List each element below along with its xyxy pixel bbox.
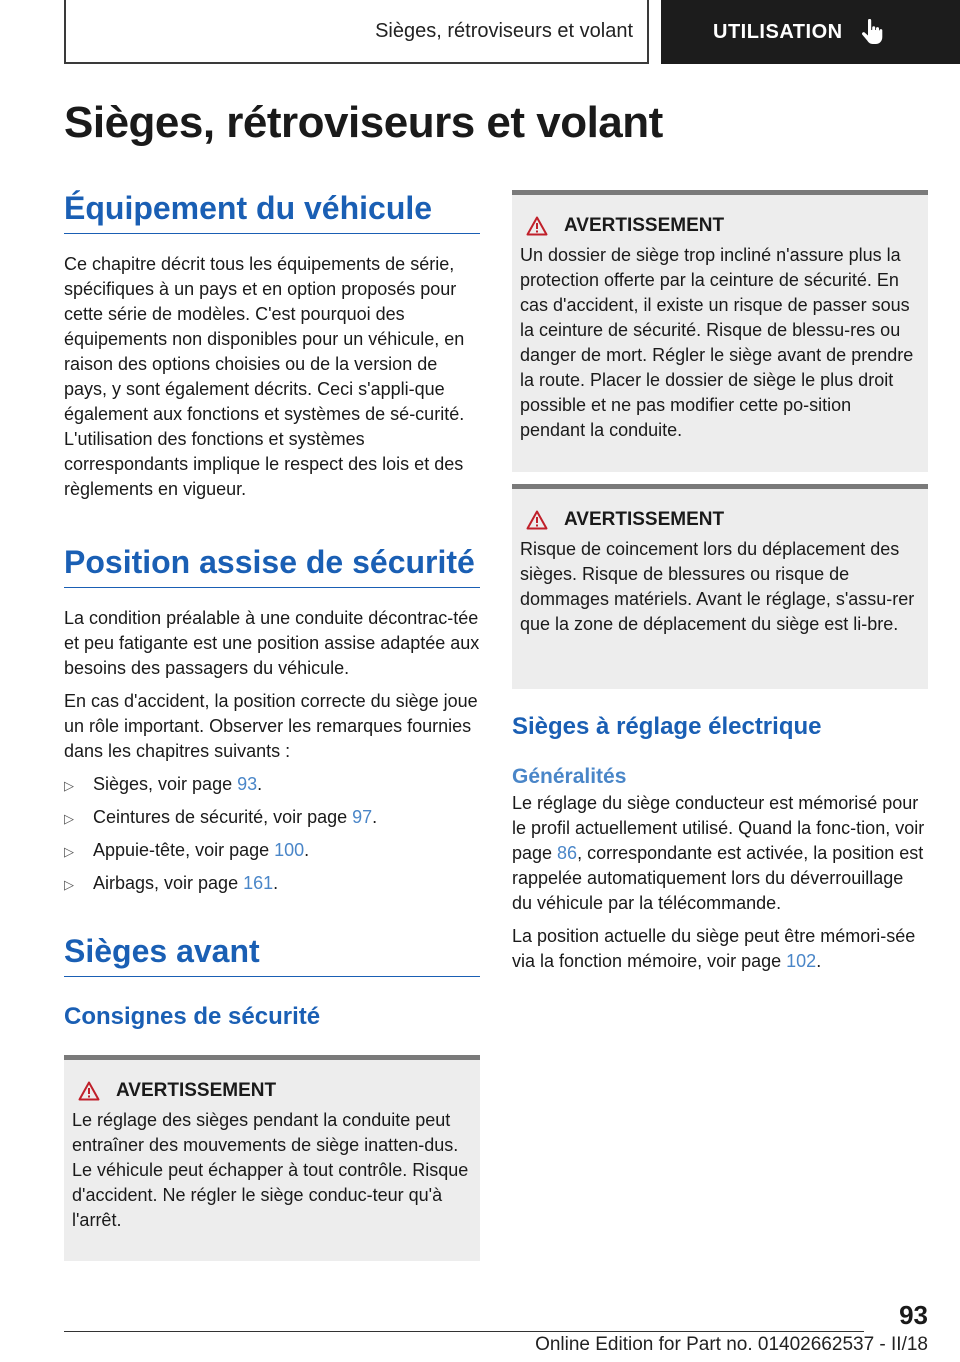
page-link[interactable]: 102: [786, 951, 817, 971]
list-item-text: Sièges, voir page: [93, 774, 238, 794]
list-item: [64, 772, 480, 798]
safe-position-paragraph-1: La condition préalable à une conduite décontrac-tée et peu fatigante est une position assise adaptée aux besoins des passagers du véhicule.: [64, 608, 480, 678]
page-title: Sièges, rétroviseurs et volant: [64, 98, 663, 147]
warning-box: [64, 1055, 480, 1261]
header-section-tab[interactable]: [661, 0, 960, 64]
warning-text: Risque de coincement lors du déplacement des sièges. Risque de blessures ou risque de dommages matériels. Avant le réglage, s'assu-rer que la zone de déplacement du siège est li-bre.: [520, 539, 915, 634]
general-text-part: , correspondante est activée, la position est rappelée automatiquement lors du déverrouillage du véhicule par la télécommande.: [512, 843, 924, 913]
page-link[interactable]: 161: [243, 873, 274, 893]
front-seats-heading: Sièges avant: [64, 933, 480, 977]
warning-title: [520, 215, 920, 237]
footer-edition: Online Edition for Part no. 01402662537 - II/18: [535, 1334, 928, 1355]
warning-title-text: AVERTISSEMENT: [564, 215, 725, 236]
electric-seats-heading: Sièges à réglage électrique: [512, 713, 822, 740]
list-item-end: .: [304, 840, 310, 860]
general-paragraph-1: [512, 791, 928, 916]
warning-triangle-icon: [526, 216, 548, 236]
equipment-paragraph: Ce chapitre décrit tous les équipements de série, spécifiques à un pays et en option proposés pour cette série de modèles. C'est pourquoi des équipements non disponibles pour un véhicule, en raison des options choisies ou de la version de pays, y sont également décrits. Ceci s'appli-que également aux fonctions et systèmes de sé-curité. L'utilisation des fonctions et systèmes correspondants implique le respect des lois et des règlements en vigueur.: [64, 254, 465, 499]
footer-divider: [64, 1331, 864, 1332]
page-link[interactable]: 100: [274, 840, 305, 860]
list-item: [64, 838, 480, 864]
safe-position-heading: Position assise de sécurité: [64, 544, 480, 588]
page-link[interactable]: 86: [557, 843, 578, 863]
warning-title: [520, 509, 920, 531]
pointing-hand-icon: [861, 19, 883, 45]
general-text-part: La position actuelle du siège peut être mémori-sée via la fonction mémoire, voir page: [512, 926, 916, 971]
triangle-bullet-icon: ▷: [64, 877, 74, 892]
triangle-bullet-icon: ▷: [64, 811, 74, 826]
general-paragraph-2: [512, 924, 928, 974]
list-item-text: Airbags, voir page: [93, 873, 244, 893]
header-section-label: UTILISATION: [713, 20, 843, 43]
list-item-end: .: [273, 873, 279, 893]
list-item-end: .: [372, 807, 378, 827]
general-text-part: Le réglage du siège conducteur est mémorisé pour le profil actuellement utilisé. Quand la fonc-tion, voir page: [512, 793, 925, 863]
list-item: [64, 871, 480, 897]
warning-title: [72, 1080, 472, 1102]
right-column: [512, 190, 928, 974]
chapter-reference-list: [64, 772, 480, 897]
header-chapter-tab: [64, 0, 649, 64]
equipment-heading: Équipement du véhicule: [64, 190, 480, 234]
warning-text: Un dossier de siège trop incliné n'assure plus la protection offerte par la ceinture de sécurité. En cas d'accident, il existe un risque de passer sous la ceinture de sécurité. Risque de blessu-res ou danger de mort. Régler le siège avant de prendre la route. Placer le dossier de siège le plus droit possible et ne pas modifier cette po-sition pendant la conduite.: [520, 245, 914, 440]
triangle-bullet-icon: ▷: [64, 778, 74, 793]
warning-title-text: AVERTISSEMENT: [564, 509, 725, 530]
list-item-text: Appuie-tête, voir page: [93, 840, 275, 860]
warning-text: Le réglage des sièges pendant la conduite peut entraîner des mouvements de siège inatten-dus. Le véhicule peut échapper à tout contrôle. Risque d'accident. Ne régler le siège conduc-teur qu'à l'arrêt.: [72, 1110, 469, 1230]
header-chapter-title: Sièges, rétroviseurs et volant: [375, 19, 633, 42]
general-text-part: .: [816, 951, 822, 971]
triangle-bullet-icon: ▷: [64, 844, 74, 859]
list-item-end: .: [257, 774, 263, 794]
warning-box: [512, 190, 928, 472]
page-number: 93: [899, 1300, 928, 1330]
warning-triangle-icon: [78, 1081, 100, 1101]
safety-notes-heading: Consignes de sécurité: [64, 1003, 321, 1030]
warning-title-text: AVERTISSEMENT: [116, 1080, 277, 1101]
page-link[interactable]: 97: [352, 807, 373, 827]
warning-box: [512, 484, 928, 689]
page-link[interactable]: 93: [237, 774, 258, 794]
left-column: [64, 190, 480, 1261]
general-heading: Généralités: [512, 765, 627, 788]
safe-position-paragraph-2: En cas d'accident, la position correcte du siège joue un rôle important. Observer les remarques fournies dans les chapitres suivants :: [64, 691, 478, 761]
warning-triangle-icon: [526, 510, 548, 530]
list-item-text: Ceintures de sécurité, voir page: [93, 807, 353, 827]
list-item: [64, 805, 480, 831]
